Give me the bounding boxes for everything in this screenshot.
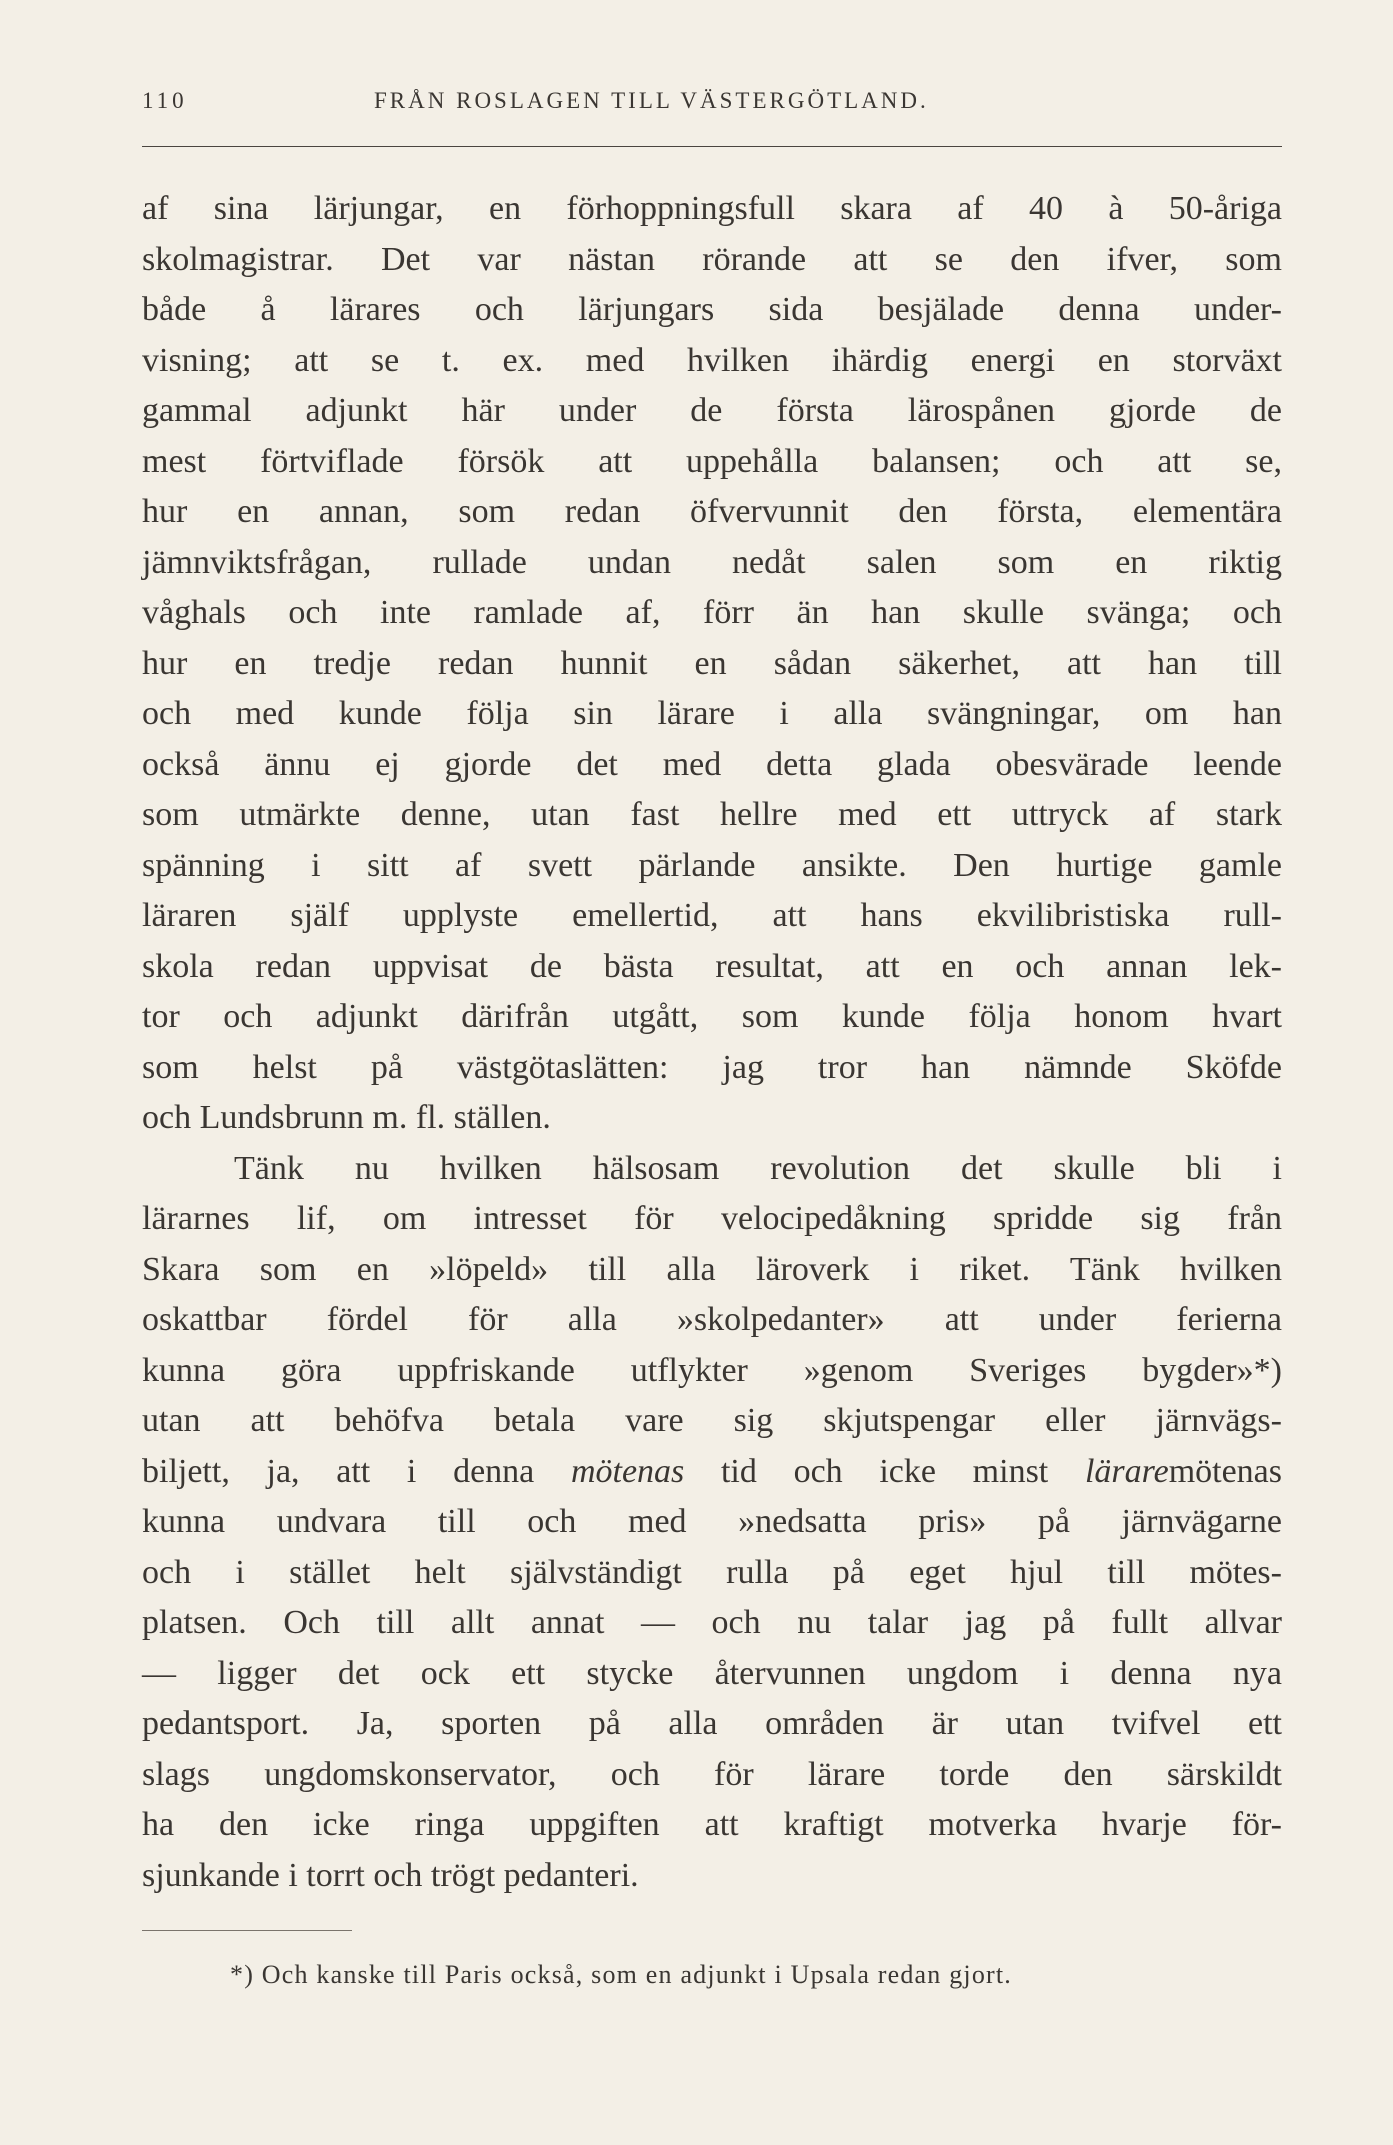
text-line: af sina lärjungar, en förhoppningsfull skara af 40 à 50-åriga	[142, 190, 1282, 227]
header-rule	[142, 146, 1282, 147]
text-line: skola redan uppvisat de bästa resultat, att en och annan lek-	[142, 947, 1282, 985]
paragraph-2	[142, 1144, 1282, 1902]
page-header	[142, 88, 1282, 128]
text-line: tor och adjunkt därifrån utgått, som kunde följa honom hvart	[142, 998, 1282, 1035]
text-line: och med kunde följa sin lärare i alla svängningar, om han	[142, 695, 1282, 732]
text-line: och i stället helt självständigt rulla på eget hjul till mötes-	[142, 1553, 1282, 1591]
text-line: och Lundsbrunn m. fl. ställen.	[142, 1099, 551, 1136]
text-line: Tänk nu hvilken hälsosam revolution det skulle bli i	[234, 1149, 1282, 1187]
text-line: hur en annan, som redan öfvervunnit den första, elementära	[142, 493, 1282, 530]
body-text	[142, 184, 1282, 1901]
running-title: FRÅN ROSLAGEN TILL VÄSTERGÖTLAND.	[374, 88, 929, 113]
text-line: lärarnes lif, om intresset för velocipedåkning spridde sig från	[142, 1200, 1282, 1237]
text-line: platsen. Och till allt annat — och nu talar jag på fullt allvar	[142, 1604, 1282, 1641]
text-line: ha den icke ringa uppgiften att kraftigt motverka hvarje för-	[142, 1806, 1282, 1843]
text-line: sjunkande i torrt och trögt pedanteri.	[142, 1856, 639, 1894]
text-line: jämnviktsfrågan, rullade undan nedåt salen som en riktig	[142, 543, 1282, 581]
text-line: kunna undvara till och med »nedsatta pris» på järnvägarne	[142, 1503, 1282, 1540]
text-line: både å lärares och lärjungars sida besjälade denna under-	[142, 291, 1282, 328]
text-line: skolmagistrar. Det var nästan rörande att se den ifver, som	[142, 240, 1282, 278]
text-line: också ännu ej gjorde det med detta glada obesvärade leende	[142, 745, 1282, 783]
line-segment: mötenas	[1168, 1452, 1283, 1490]
text-line: utan att behöfva betala vare sig skjutspengar eller järnvägs-	[142, 1402, 1282, 1439]
line-segment: biljett, ja, att i denna	[142, 1452, 571, 1490]
text-line: som helst på västgötaslätten: jag tror han nämnde Sköfde	[142, 1048, 1282, 1086]
text-line: som utmärkte denne, utan fast hellre med ett uttryck af stark	[142, 796, 1282, 833]
text-line: gammal adjunkt här under de första lärospånen gjorde de	[142, 392, 1282, 429]
text-line: mest förtviflade försök att uppehålla balansen; och att se,	[142, 442, 1282, 480]
text-line: — ligger det ock ett stycke återvunnen ungdom i denna nya	[142, 1654, 1282, 1692]
text-line: kunna göra uppfriskande utflykter »genom Sveriges bygder»*)	[142, 1351, 1282, 1389]
text-line: spänning i sitt af svett pärlande ansikte. Den hurtige gamle	[142, 846, 1282, 884]
text-line: visning; att se t. ex. med hvilken ihärdig energi en storväxt	[142, 341, 1282, 379]
text-line: slags ungdomskonservator, och för lärare torde den särskildt	[142, 1755, 1282, 1793]
text-line: oskattbar fördel för alla »skolpedanter» att under ferierna	[142, 1301, 1282, 1338]
italic-word: mötenas	[570, 1452, 685, 1490]
italic-word: lärare	[1084, 1452, 1169, 1490]
text-line: Skara som en »löpeld» till alla läroverk i riket. Tänk hvilken	[142, 1250, 1282, 1288]
page-number: 110	[142, 88, 188, 113]
text-line: våghals och inte ramlade af, förr än han skulle svänga; och	[142, 594, 1282, 631]
paragraph-1	[142, 184, 1282, 1144]
line-segment: tid och icke minst	[720, 1452, 1085, 1490]
text-line: hur en tredje redan hunnit en sådan säkerhet, att han till	[142, 644, 1282, 682]
footnote-rule	[142, 1930, 352, 1931]
text-line: läraren själf upplyste emellertid, att hans ekvilibristiska rull-	[142, 897, 1282, 934]
text-line	[142, 1447, 1282, 1498]
footnote: *) Och kanske till Paris också, som en adjunkt i Upsala redan gjort.	[230, 1960, 1013, 1989]
text-line: pedantsport. Ja, sporten på alla områden är utan tvifvel ett	[142, 1705, 1282, 1742]
